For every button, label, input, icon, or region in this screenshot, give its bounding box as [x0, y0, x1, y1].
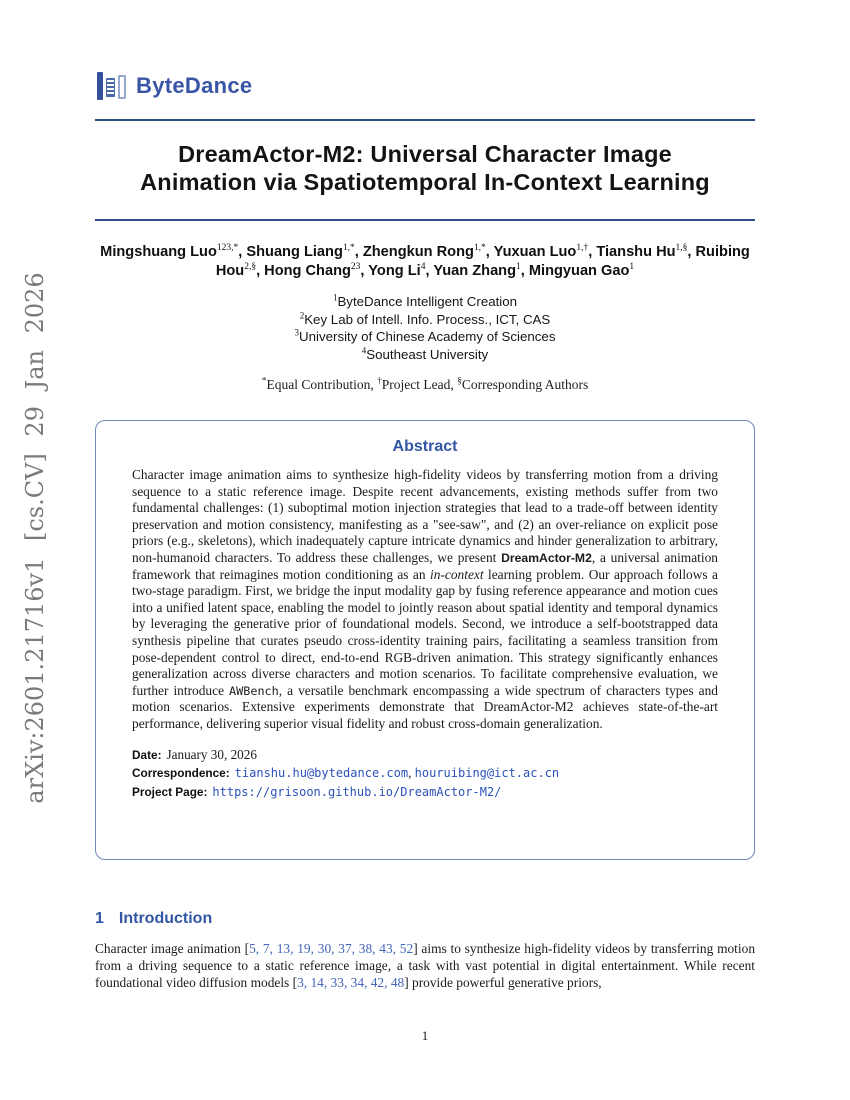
text-segment: Character image animation aims to synthesize high-fidelity videos by transferring motion from a driving sequence to a static reference image. Despite recent advancements, existing methods suffer from two fundamental challenges: (1) suboptimal motion injection strategies that lead to a trade-off between identity preservation and motion consistency, manifesting as a "see-saw", and (2) an over-reliance on explicit pose priors (e.g., skeletons), which inadequately capture intricate dynamics and hinder generalization to arbitrary, non-humanoid characters. To address these challenges, we present — [132, 467, 718, 565]
paper-title — [95, 140, 755, 196]
affiliation-line: $^2$Key Lab of Intell. Info. Process., ICT, CAS — [299, 310, 551, 327]
logo-bar-outline — [118, 75, 126, 99]
author-name: Yuxuan Luo — [493, 244, 577, 260]
paper-title-line2: Animation via Spatiotemporal In-Context Learning — [140, 169, 710, 195]
section-heading-introduction — [95, 910, 212, 928]
author-superscript: 23 — [350, 262, 361, 273]
affiliations-block — [95, 293, 755, 363]
text-segment: ] aims to synthesize high-fidelity videos by transferring motion from a driving sequence to a static reference image, a task with vast potential in digital entertainment. While recent foundational video diffusion models [ — [95, 941, 756, 990]
text-segment: § — [457, 376, 462, 387]
author-separator: , — [360, 263, 369, 279]
section-number: 1 — [95, 910, 104, 927]
abstract-heading: Abstract — [392, 438, 458, 455]
author-separator: , — [485, 244, 494, 260]
text-segment: , a universal animation framework that reimagines motion conditioning as an — [132, 549, 718, 582]
meta-project-line — [132, 783, 718, 802]
project-page-label: Project Page: — [132, 784, 208, 799]
author-superscript: 123,* — [216, 243, 239, 254]
citation-link[interactable]: 3, 14, 33, 34, 42, 48 — [297, 974, 405, 990]
text-segment: , — [408, 765, 415, 781]
project-page-url — [212, 784, 501, 799]
contribution-note — [95, 377, 755, 393]
author-superscript: 4 — [420, 262, 426, 273]
author-separator: , — [425, 263, 434, 279]
correspondence-emails — [235, 765, 559, 780]
affiliation-line: $^3$University of Chinese Academy of Sciences — [294, 327, 556, 345]
authors-line — [95, 243, 755, 281]
text-segment: , a versatile benchmark encompassing a wide spectrum of characters types and motion scenarios. Extensive experiments demonstrate that DreamActor-M2 achieves state-of-the-art performance, delivering superior visual fidelity and robust cross-domain generalization. — [132, 682, 718, 731]
author-superscript: 1 — [516, 262, 521, 273]
author-superscript: 1,† — [576, 243, 589, 254]
text-segment: Character image animation [ — [95, 941, 250, 956]
correspondence-label: Correspondence: — [132, 766, 230, 781]
hyperlink[interactable]: tianshu.hu@bytedance.com — [234, 766, 409, 781]
abstract-meta — [132, 746, 718, 802]
author-name: Mingyuan Gao — [528, 263, 630, 279]
author-name: Zhengkun Rong — [362, 244, 474, 260]
author-name: Tianshu Hu — [596, 244, 676, 260]
author-superscript: 1,* — [342, 243, 355, 254]
author-name: Yuan Zhang — [433, 263, 517, 279]
bytedance-wordmark: ByteDance — [136, 73, 253, 98]
bytedance-logo — [97, 69, 252, 103]
meta-date-line — [132, 746, 718, 765]
text-segment: AWBench — [229, 683, 279, 698]
paper-title-line1: DreamActor-M2: Universal Character Image — [178, 141, 672, 167]
author-superscript: 1,* — [473, 243, 486, 254]
text-segment: Project Lead, — [381, 377, 458, 392]
author-separator: , — [354, 244, 363, 260]
text-segment: Corresponding Authors — [461, 377, 589, 392]
header-divider — [95, 119, 755, 121]
author-separator: , — [520, 263, 529, 279]
abstract-paragraph — [132, 467, 718, 733]
arxiv-watermark: arXiv:2601.21716v1 [cs.CV] 29 Jan 2026 — [21, 272, 49, 804]
author-separator: , — [238, 244, 247, 260]
logo-bar-solid — [97, 72, 103, 100]
text-segment: DreamActor-M2 — [501, 550, 592, 565]
author-separator: , — [588, 244, 597, 260]
author-name: Shuang Liang — [246, 244, 343, 260]
author-superscript: 1 — [629, 262, 635, 273]
author-superscript: 2,§ — [244, 262, 257, 273]
title-divider — [95, 219, 755, 221]
logo-bar-hatched — [106, 78, 115, 97]
text-segment: * — [261, 376, 267, 387]
introduction-paragraph — [95, 941, 755, 992]
page-content — [95, 0, 755, 1100]
date-value: January 30, 2026 — [166, 746, 257, 762]
abstract-box — [95, 420, 755, 860]
meta-correspondence-line — [132, 764, 718, 783]
hyperlink[interactable]: https://grisoon.github.io/DreamActor-M2/ — [212, 784, 502, 799]
text-segment: learning problem. Our approach follows a two-stage paradigm. First, we bridge the input modality gap by fusing reference appearance and motion cues into a unified latent space, enabling the model to jointly reason about spatial identity and temporal dynamics by leveraging the generative prior of foundational models. Second, we introduce a self-bootstrapped data synthesis pipeline that curates pseudo cross-identity training pairs, facilitating a seamless transition from pose-dependent control to direct, end-to-end RGB-driven animation. This strategy significantly enhances generalization across diverse characters and motion scenarios. To facilitate comprehensive evaluation, we further introduce — [132, 566, 718, 698]
bytedance-bars-icon — [97, 71, 126, 101]
author-name: Mingshuang Luo — [100, 244, 217, 260]
author-name: Ruibing Hou — [215, 244, 750, 279]
text-segment: † — [377, 376, 382, 387]
text-segment: in-context — [430, 566, 484, 582]
author-name: Hong Chang — [264, 263, 351, 279]
affiliation-line: $^4$Southeast University — [361, 345, 489, 362]
author-name: Yong Li — [368, 263, 421, 279]
date-label: Date: — [132, 747, 162, 762]
author-superscript: 1,§ — [675, 243, 688, 254]
citation-link[interactable]: 5, 7, 13, 19, 30, 37, 38, 43, 52 — [249, 941, 414, 956]
text-segment: ] provide powerful generative priors, — [404, 974, 602, 990]
page-number: 1 — [421, 1028, 429, 1043]
text-segment: Equal Contribution, — [266, 377, 378, 392]
section-title: Introduction — [118, 910, 213, 927]
author-separator: , — [687, 244, 696, 260]
hyperlink[interactable]: houruibing@ict.ac.cn — [414, 766, 560, 781]
author-separator: , — [256, 263, 265, 279]
affiliation-line: $^1$ByteDance Intelligent Creation — [332, 292, 518, 309]
